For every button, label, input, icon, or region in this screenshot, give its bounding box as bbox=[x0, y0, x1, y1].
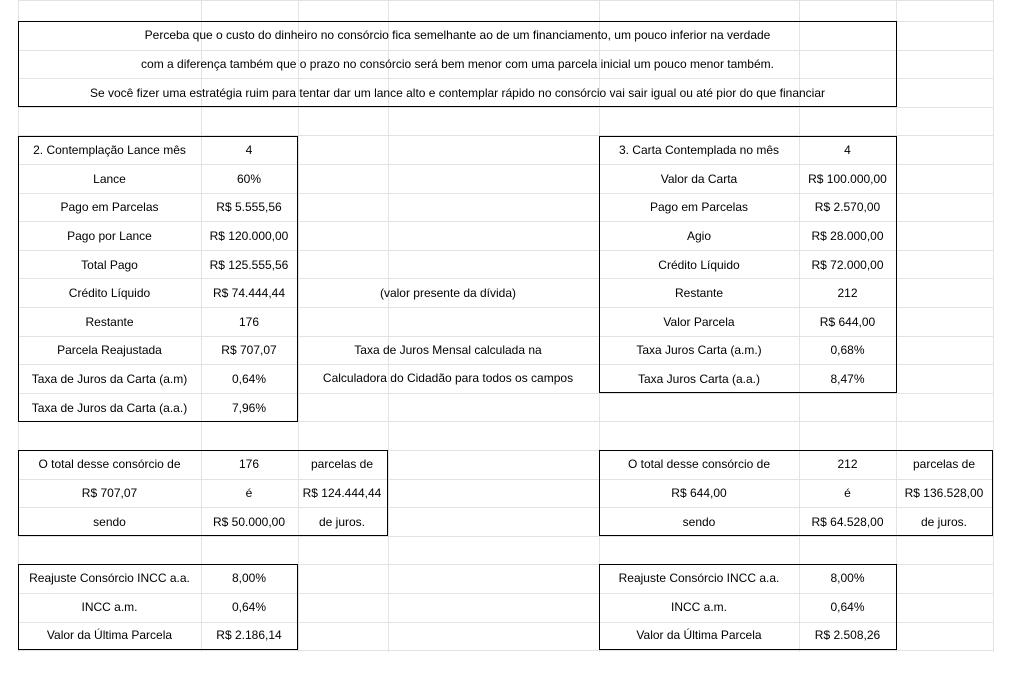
right-row-value[interactable]: R$ 28.000,00 bbox=[811, 228, 884, 243]
notice-line-2[interactable]: com a diferença também que o prazo no consórcio será bem menor com uma parcela inicial um pouco menor também. bbox=[141, 57, 774, 71]
left-summary-r1c3[interactable]: parcelas de bbox=[310, 457, 374, 471]
left-summary-r2c1[interactable]: R$ 707,07 bbox=[81, 485, 138, 500]
right-row-value[interactable]: R$ 644,00 bbox=[819, 314, 876, 329]
note-present-value[interactable]: (valor presente da dívida) bbox=[379, 286, 517, 300]
left-reajuste-row-label[interactable]: Valor da Última Parcela bbox=[46, 628, 173, 643]
left-row-label[interactable]: Crédito Líquido bbox=[68, 286, 151, 301]
right-summary-r3c2[interactable]: R$ 64.528,00 bbox=[811, 514, 884, 529]
right-summary-r2c1[interactable]: R$ 644,00 bbox=[671, 485, 727, 500]
right-row-label[interactable]: Valor da Carta bbox=[660, 171, 738, 186]
left-row-value[interactable]: R$ 120.000,00 bbox=[209, 228, 289, 243]
note-rate-line-1[interactable]: Taxa de Juros Mensal calculada na bbox=[354, 343, 542, 357]
right-row-label[interactable]: Crédito Líquido bbox=[658, 257, 740, 272]
left-summary-r1c2[interactable]: 176 bbox=[238, 457, 260, 471]
left-row-label[interactable]: Parcela Reajustada bbox=[57, 343, 162, 358]
right-summary-r3c3[interactable]: de juros. bbox=[920, 514, 968, 529]
right-summary-r1c3[interactable]: parcelas de bbox=[912, 457, 976, 471]
right-summary-r1c1[interactable]: O total desse consórcio de bbox=[627, 457, 771, 471]
right-row-label[interactable]: Restante bbox=[674, 286, 724, 301]
right-summary-r2c2[interactable]: é bbox=[844, 485, 851, 500]
left-reajuste-row-label[interactable]: Reajuste Consórcio INCC a.a. bbox=[29, 571, 190, 586]
left-row-value[interactable]: R$ 707,07 bbox=[221, 343, 277, 358]
right-row-value[interactable]: R$ 100.000,00 bbox=[808, 171, 887, 186]
right-header-value[interactable]: 4 bbox=[844, 143, 851, 157]
right-header-label[interactable]: 3. Carta Contemplada no mês bbox=[618, 143, 780, 157]
left-row-label[interactable]: Taxa de Juros da Carta (a.a.) bbox=[31, 400, 188, 415]
left-reajuste-row-value[interactable]: 8,00% bbox=[231, 571, 267, 586]
left-summary-r3c2[interactable]: R$ 50.000,00 bbox=[212, 514, 286, 529]
right-row-value[interactable]: R$ 2.570,00 bbox=[814, 200, 881, 215]
right-row-value[interactable]: 8,47% bbox=[830, 371, 865, 386]
left-summary-r2c3[interactable]: R$ 124.444,44 bbox=[302, 485, 382, 500]
left-row-label[interactable]: Total Pago bbox=[81, 257, 138, 272]
right-reajuste-row-label[interactable]: Valor da Última Parcela bbox=[636, 628, 762, 643]
left-row-value[interactable]: 7,96% bbox=[231, 400, 267, 415]
left-summary-r3c3[interactable]: de juros. bbox=[318, 514, 366, 529]
right-row-label[interactable]: Taxa Juros Carta (a.a.) bbox=[637, 371, 761, 386]
left-row-label[interactable]: Pago por Lance bbox=[67, 228, 152, 243]
right-row-value[interactable]: 212 bbox=[837, 286, 858, 301]
left-row-label[interactable]: Pago em Parcelas bbox=[60, 200, 159, 215]
left-reajuste-row-value[interactable]: 0,64% bbox=[231, 599, 267, 614]
left-reajuste-row-label[interactable]: INCC a.m. bbox=[81, 599, 138, 614]
right-summary-r1c2[interactable]: 212 bbox=[837, 457, 858, 471]
right-row-label[interactable]: Agio bbox=[686, 228, 712, 243]
right-row-value[interactable]: 0,68% bbox=[830, 343, 865, 358]
left-row-value[interactable]: R$ 5.555,56 bbox=[216, 200, 282, 215]
right-summary-r2c3[interactable]: R$ 136.528,00 bbox=[904, 485, 984, 500]
right-reajuste-row-label[interactable]: INCC a.m. bbox=[670, 599, 727, 614]
right-reajuste-row-value[interactable]: 0,64% bbox=[830, 599, 865, 614]
right-reajuste-row-value[interactable]: R$ 2.508,26 bbox=[814, 628, 881, 643]
notice-line-3[interactable]: Se você fizer uma estratégia ruim para tentar dar um lance alto e contemplar rápido no consórcio vai sair igual ou até pior do que financiar bbox=[89, 85, 826, 100]
left-row-value[interactable]: R$ 74.444,44 bbox=[212, 286, 286, 301]
left-row-value[interactable]: 0,64% bbox=[231, 371, 267, 386]
right-row-label[interactable]: Taxa Juros Carta (a.m.) bbox=[636, 343, 762, 358]
left-summary-r2c2[interactable]: é bbox=[245, 485, 253, 500]
left-row-label[interactable]: Lance bbox=[93, 171, 126, 186]
note-rate-line-2[interactable]: Calculadora do Cidadão para todos os campos bbox=[322, 371, 574, 385]
left-row-value[interactable]: R$ 125.555,56 bbox=[209, 257, 289, 272]
left-reajuste-row-value[interactable]: R$ 2.186,14 bbox=[216, 628, 282, 643]
right-row-label[interactable]: Pago em Parcelas bbox=[649, 200, 749, 215]
left-header-label[interactable]: 2. Contemplação Lance mês bbox=[33, 143, 186, 157]
left-header-value[interactable]: 4 bbox=[245, 143, 253, 157]
notice-line-1[interactable]: Perceba que o custo do dinheiro no consórcio fica semelhante ao de um financiamento, um pouco inferior na verdade bbox=[144, 28, 771, 42]
right-reajuste-row-value[interactable]: 8,00% bbox=[830, 571, 865, 586]
right-row-label[interactable]: Valor Parcela bbox=[663, 314, 735, 329]
left-row-label[interactable]: Restante bbox=[85, 314, 134, 329]
right-row-value[interactable]: R$ 72.000,00 bbox=[811, 257, 884, 272]
right-reajuste-row-label[interactable]: Reajuste Consórcio INCC a.a. bbox=[618, 571, 780, 586]
left-row-value[interactable]: 60% bbox=[236, 171, 262, 186]
left-row-label[interactable]: Taxa de Juros da Carta (a.m) bbox=[31, 371, 188, 386]
left-summary-r1c1[interactable]: O total desse consórcio de bbox=[38, 457, 181, 471]
right-summary-r3c1[interactable]: sendo bbox=[682, 514, 716, 529]
left-summary-r3c1[interactable]: sendo bbox=[93, 514, 126, 529]
left-row-value[interactable]: 176 bbox=[238, 314, 260, 329]
